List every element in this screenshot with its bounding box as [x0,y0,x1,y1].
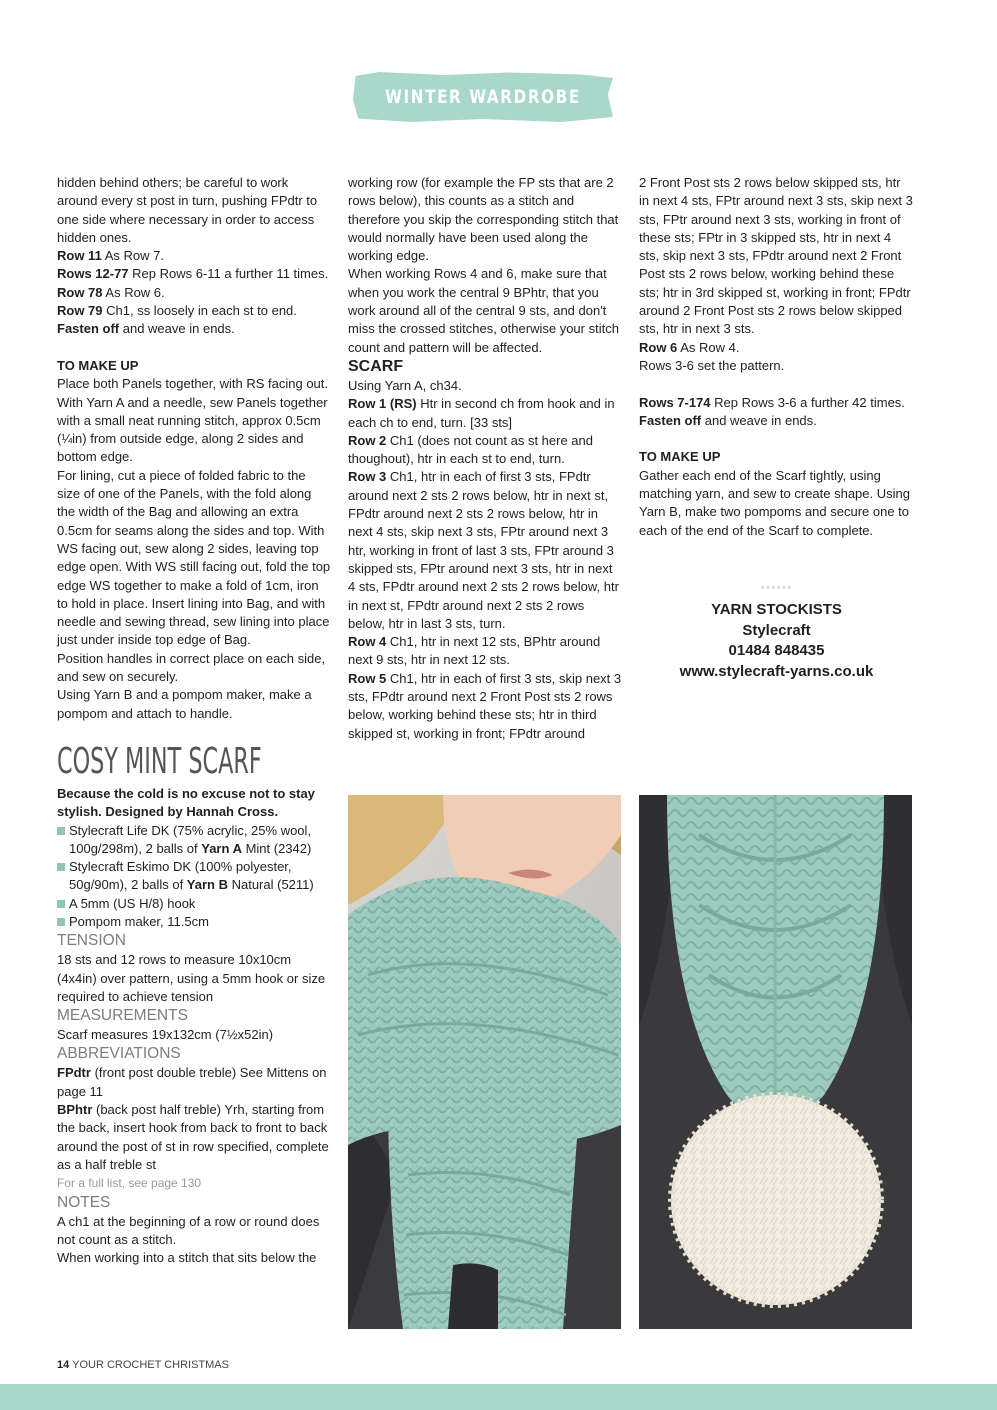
instruction-row: Rows 7-174 Rep Rows 3-6 a further 42 times. [639,394,905,410]
paragraph: Scarf measures 19x132cm (7½x52in) [57,1027,274,1043]
instruction-row: Row 79 Ch1, ss loosely in each st to end. [57,303,297,319]
instruction-row: Rows 12-77 Rep Rows 6-11 a further 11 times. [57,266,329,282]
stockist-phone: 01484 848435 [728,642,825,660]
paragraph: working row (for example the FP sts that are 2 rows below), this counts as a stitch and therefore you skip the corresponding stitch that would normally have been used along the working edge. [348,175,619,264]
materials-list [57,822,332,932]
footer-bar [0,1384,997,1410]
stockist-name: Stylecraft [742,621,811,639]
section-title: WINTER WARDROBE [385,86,581,108]
instruction-row: Row 2 Ch1 (does not count as st here and thoughout), htr in each st to end, turn. [348,432,593,467]
paragraph: 2 Front Post sts 2 rows below skipped sts, htr in next 4 sts, FPtr around next 3 sts, skip next 3 sts, FPtr around next 3 sts, working in front of these sts; FPtr in 3 skipped sts, htr in next 4 sts, skip next 3 sts, FPdtr around next 2 Front Post sts 2 rows below, working behind these sts; htr in 3rd skipped st, working in front; FPdtr around 2 Front Post sts 2 rows below skipped sts, htr in next 3 sts. [639,175,913,337]
scarf-pompom-illustration [639,795,912,1329]
paragraph: A ch1 at the beginning of a row or round does not count as a stitch. [57,1213,320,1247]
scarf-pompom-photo [639,795,912,1329]
paragraph: Position handles in correct place on each side, and sew on securely. [57,650,326,685]
instruction-row: Fasten off and weave in ends. [57,321,235,337]
scarf-model-photo [348,795,621,1329]
paragraph: For lining, cut a piece of folded fabric to the size of one of the Panels, with the fold along the width of the Bag and allowing an extra 0.5cm for seams along the sides and top. With WS facing out, sew along 2 sides, leaving top edge open. With WS still facing out, fold the top edge WS together to make a fold of 1cm, iron to hold in place. Insert lining into Bag, and with needle and sewing thread, sew lining into place just under inside top edge of Bag. [57,467,331,648]
pattern-title: COSY MINT SCARF [57,740,262,782]
instruction-row: Row 5 Ch1, htr in each of first 3 sts, skip next 3 sts, FPdtr around next 2 Front Post sts 2 rows below, working behind these sts; htr in third skipped st, working in front; FPdtr around [348,670,622,741]
paragraph: Using Yarn B and a pompom maker, make a pompom and attach to handle. [57,687,312,721]
section-heading: MEASUREMENTS [57,1007,188,1025]
subheading: TO MAKE UP [639,449,721,465]
column-3 [639,174,914,682]
section-heading: ABBREVIATIONS [57,1045,181,1063]
section-heading: NOTES [57,1193,111,1211]
subheading: SCARF [348,357,404,375]
instruction-row: Row 1 (RS) Htr in second ch from hook and in each ch to end, turn. [33 sts] [348,396,615,430]
paragraph: When working into a stitch that sits below the [57,1250,317,1266]
instruction-row: Fasten off and weave in ends. [639,412,817,428]
instruction-row: Row 6 As Row 4. [639,339,740,355]
scarf-model-illustration [348,795,621,1329]
page-footer [57,1359,229,1371]
yarn-stockists [639,600,914,682]
intro: Because the cold is no excuse not to stay stylish. Designed by Hannah Cross. [57,785,315,820]
subheading: TO MAKE UP [57,357,139,373]
list-item: A 5mm (US H/8) hook [57,895,332,913]
stockists-heading: YARN STOCKISTS [711,601,842,619]
list-item: Stylecraft Life DK (75% acrylic, 25% wool, 100g/298m), 2 balls of Yarn A Mint (2342) [57,822,332,859]
paragraph: hidden behind others; be careful to work around every st post in turn, pushing FPdtr to one side where necessary in order to access hidden ones. [57,175,318,245]
paragraph: Using Yarn A, ch34. [348,377,462,393]
paragraph: When working Rows 4 and 6, make sure that when you work the central 9 BPhtr, that you work around all of the central 9 sts, and don't miss the crossed stitches, otherwise your stitch count and pattern will be affected. [348,266,619,355]
list-item: Pompom maker, 11.5cm [57,913,332,931]
paragraph: Place both Panels together, with RS facing out. With Yarn A and a needle, sew Panels together with a small neat running stitch, approx 0.5cm (¼in) from outside edge, along 2 sides and bottom edge. [57,376,329,465]
knot-ornament-icon: ◦◦◦◦◦◦ [760,579,793,594]
magazine-name: YOUR CROCHET CHRISTMAS [69,1359,229,1371]
paragraph: Rows 3-6 set the pattern. [639,357,785,373]
abbreviation: FPdtr (front post double treble) See Mittens on page 11 [57,1065,327,1099]
column-2 [348,174,623,743]
instruction-row: Row 4 Ch1, htr in next 12 sts, BPhtr around next 9 sts, htr in next 12 sts. [348,634,601,668]
instruction-row: Row 78 As Row 6. [57,284,165,300]
stockist-website: www.stylecraft-yarns.co.uk [679,662,874,680]
list-item: Stylecraft Eskimo DK (100% polyester, 50g/90m), 2 balls of Yarn B Natural (5211) [57,858,332,895]
paragraph: 18 sts and 12 rows to measure 10x10cm (4x4in) over pattern, using a 5mm hook or size required to achieve tension [57,952,326,1004]
paragraph: Gather each end of the Scarf tightly, using matching yarn, and sew to create shape. Using Yarn B, make two pompoms and secure one to each of the end of the Scarf to complete. [639,467,910,538]
instruction-row: Row 11 As Row 7. [57,248,164,264]
abbreviation: BPhtr (back post half treble) Yrh, starting from the back, insert hook from back to front to back around the post of st in row specified, complete as a half treble st [57,1102,329,1172]
full-list-note: For a full list, see page 130 [57,1176,202,1191]
instruction-row: Row 3 Ch1, htr in each of first 3 sts, FPdtr around next 2 sts 2 rows below, htr in next st, FPdtr around next 2 sts 2 rows below, htr in next 4 sts, skip next 3 sts, FPtr around next 3 htr, working in front of last 3 sts, FPtr around 3 skipped sts, FPtr around next 3 sts, htr in next 4 sts, FPdtr around next 2 sts 2 rows below, htr in next st, FPdtr around next 2 sts 2 rows below, htr in last 3 sts, turn. [348,469,619,631]
page-number: 14 [57,1359,70,1371]
column-1 [57,174,332,1267]
section-heading: TENSION [57,932,126,950]
